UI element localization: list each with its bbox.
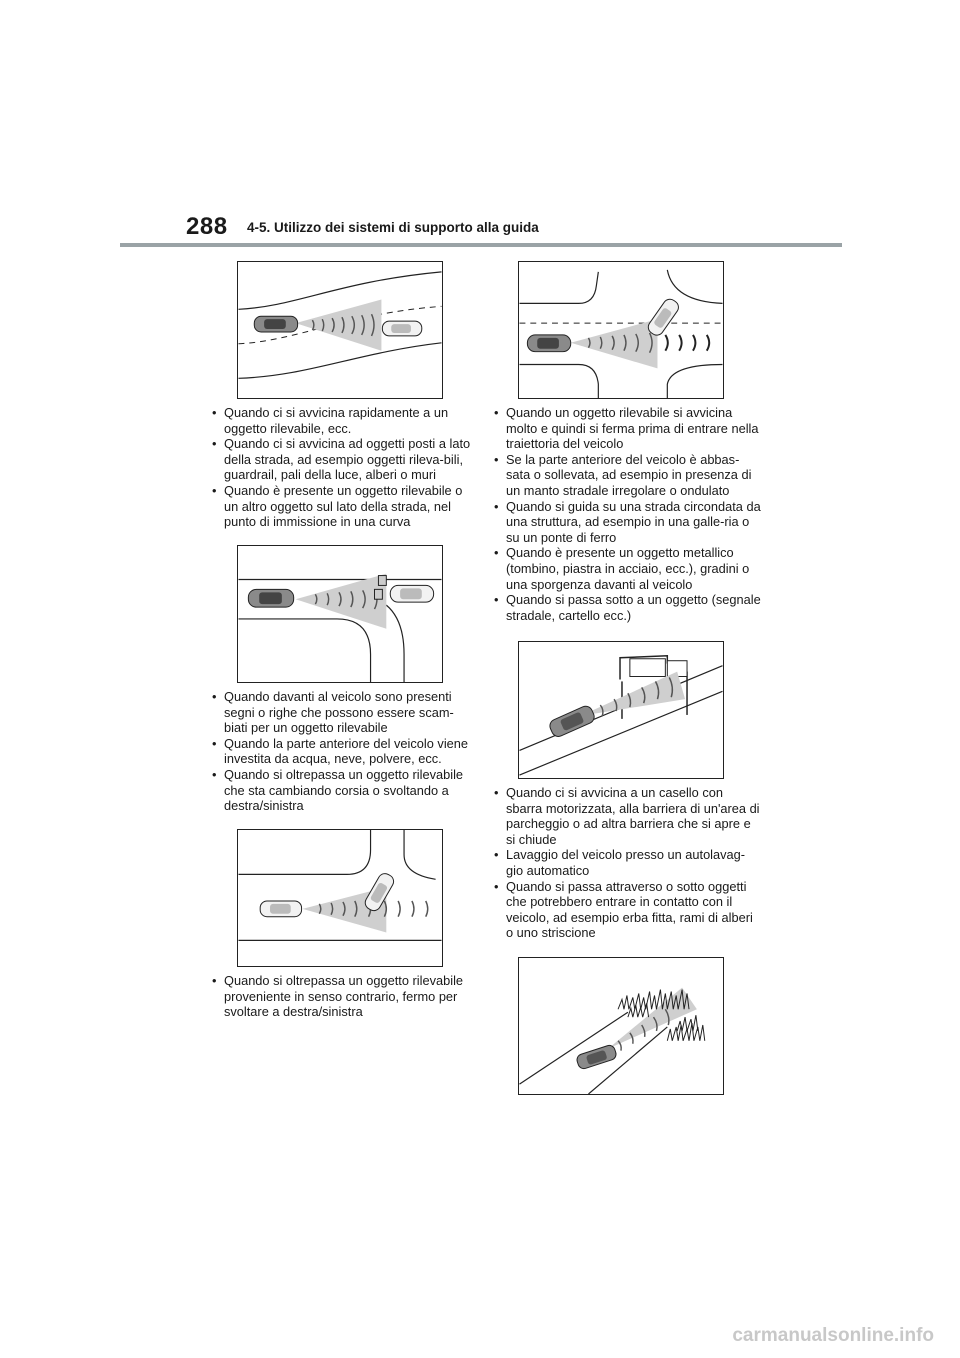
list-item: • Quando la parte anteriore del veicolo viene investita da acqua, neve, polvere, ecc. xyxy=(208,736,476,767)
list-item: • Quando si passa sotto a un oggetto (segnale stradale, cartello ecc.) xyxy=(490,592,762,623)
bullet-list-left-2 xyxy=(208,689,476,814)
bullet-list-left-1 xyxy=(208,405,476,530)
list-item: • Quando si oltrepassa un oggetto rilevabile che sta cambiando corsia o svoltando a destra/sinistra xyxy=(208,767,476,814)
own-car-icon xyxy=(260,901,301,917)
list-item: • Se la parte anteriore del veicolo è abbas-sata o sollevata, ad esempio in presenza di un manto stradale irregolare o ondulato xyxy=(490,452,762,499)
target-car-icon xyxy=(390,585,433,602)
own-car-icon xyxy=(527,335,570,352)
curve-entry-illustration xyxy=(238,546,442,682)
list-item: • Quando davanti al veicolo sono presenti segni o righe che possono essere scam-biati per un oggetto rilevabile xyxy=(208,689,476,736)
curved-road-illustration xyxy=(238,262,442,398)
bullet-list-right-2 xyxy=(490,785,762,941)
dense-grass-illustration xyxy=(519,958,723,1094)
own-car-icon xyxy=(248,589,293,607)
oncoming-turn-illustration xyxy=(238,830,442,966)
list-item: • Quando è presente un oggetto rilevabile o un altro oggetto sul lato della strada, nel punto di immissione in una curva xyxy=(208,483,476,530)
list-item: • Lavaggio del veicolo presso un autolavag-gio automatico xyxy=(490,847,762,878)
list-item: • Quando ci si avvicina ad oggetti posti a lato della strada, ad esempio oggetti rileva-bili, guardrail, pali della luce, alberi o muri xyxy=(208,436,476,483)
header-rule xyxy=(120,243,842,247)
own-car-icon xyxy=(254,316,297,332)
own-car-icon xyxy=(548,704,597,739)
own-car-icon xyxy=(575,1044,617,1070)
figure-curve-entry xyxy=(237,545,443,683)
list-item: • Quando è presente un oggetto metallico (tombino, piastra in acciaio, ecc.), gradini o una sporgenza davanti al veicolo xyxy=(490,545,762,592)
approach-stop-illustration xyxy=(519,262,723,398)
list-item: • Quando un oggetto rilevabile si avvicina molto e quindi si ferma prima di entrare nella traiettoria del veicolo xyxy=(490,405,762,452)
overhead-sign-illustration xyxy=(519,642,723,778)
list-item: • Quando si oltrepassa un oggetto rilevabile proveniente in senso contrario, fermo per svoltare a destra/sinistra xyxy=(208,973,476,1020)
figure-approach-stop xyxy=(518,261,724,399)
figure-dense-grass xyxy=(518,957,724,1095)
list-item: • Quando si passa attraverso o sotto oggetti che potrebbero entrare in contatto con il veicolo, ad esempio erba fitta, rami di alberi o uno striscione xyxy=(490,879,762,941)
section-title: 4-5. Utilizzo dei sistemi di supporto alla guida xyxy=(247,220,539,235)
crossing-car-icon xyxy=(646,297,682,338)
figure-overhead-sign xyxy=(518,641,724,779)
figure-curved-road xyxy=(237,261,443,399)
list-item: • Quando ci si avvicina rapidamente a un oggetto rilevabile, ecc. xyxy=(208,405,476,436)
bullet-list-right-1 xyxy=(490,405,762,623)
figure-oncoming-turn xyxy=(237,829,443,967)
watermark: carmanualsonline.info xyxy=(732,1325,934,1346)
page-number: 288 xyxy=(186,213,228,240)
target-car-icon xyxy=(382,321,421,336)
bullet-list-left-3 xyxy=(208,973,476,1020)
list-item: • Quando ci si avvicina a un casello con sbarra motorizzata, alla barriera di un'area di parcheggio o ad altra barriera che si apre e si chiude xyxy=(490,785,762,847)
list-item: • Quando si guida su una strada circondata da una struttura, ad esempio in una galle-ria o su un ponte di ferro xyxy=(490,499,762,546)
